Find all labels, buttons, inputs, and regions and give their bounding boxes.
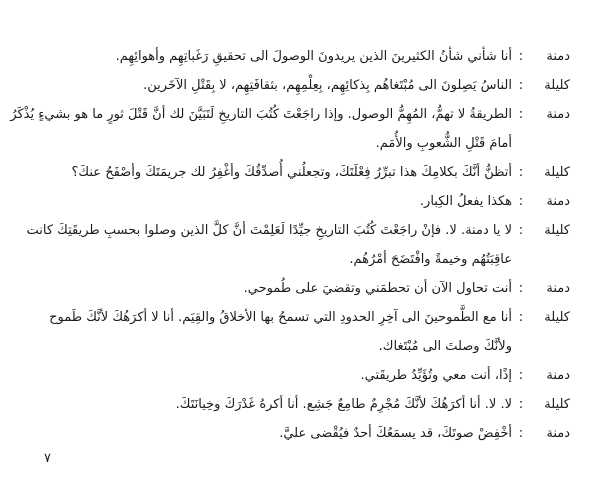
- speaker-colon: :: [518, 368, 524, 383]
- speaker-name: دمنة: [546, 49, 570, 64]
- dialogue-line: أنا مع الطَّموحينَ الى آخِرِ الحدودِ التي تسمحُ بها الأخلاقُ والقِيَم. أنا لا أكرَهُكَ لأنَّكَ طَموح: [49, 310, 512, 325]
- dialogue-text: [24, 274, 512, 303]
- speaker-name: دمنة: [546, 281, 570, 296]
- speaker-colon: :: [518, 426, 524, 441]
- dialogue-entry: [24, 274, 570, 303]
- speaker-name: دمنة: [546, 107, 570, 122]
- dialogue-line: لا يا دمنة. لا. فإنْ راجَعْتَ كُتُبَ التاريخِ جيِّدًا لَعَلِمْتَ أنَّ كلَّ الذين وصلوا بحسبِ طريقَتِكَ كانت: [26, 223, 512, 238]
- dialogue-entry: [24, 71, 570, 100]
- dialogue-text: [24, 419, 512, 448]
- speaker-name: دمنة: [546, 368, 570, 383]
- speaker-name: دمنة: [546, 426, 570, 441]
- dialogue-line: أنا شأني شأنُ الكثيرينَ الذين يريدونَ الوصولَ الى تحقيقِ رَغَباتِهِم وأهوائِهِم.: [115, 49, 512, 64]
- dialogue-text: [24, 71, 512, 100]
- dialogue-entry: [24, 361, 570, 390]
- speaker-name: كليلة: [544, 78, 570, 93]
- dialogue-entry: [24, 187, 570, 216]
- dialogue-line: أخْفِضْ صوتَكَ، قد يسمَعُكَ أحدٌ فيُقْضى عليَّ.: [279, 426, 512, 441]
- speaker-colon: :: [518, 310, 524, 325]
- dialogue-entry: [24, 216, 570, 274]
- speaker-name: دمنة: [546, 194, 570, 209]
- speaker-colon: :: [518, 107, 524, 122]
- dialogue-line: أنت تحاول الآن أن تحطمَني وتقضيَ على طُموحي.: [243, 281, 512, 296]
- dialogue-text: [24, 158, 512, 187]
- speaker-colon: :: [518, 78, 524, 93]
- dialogue-line: الطريقةُ لا تهمُّ، المُهِمُّ الوصول. وإذا راجَعْتَ كُتُبَ التاريخِ لَتَبَيَّنَ لك أنَّ قَتْلَ ثورٍ ما هو بشيءٍ يُذْكَرُ: [10, 107, 512, 122]
- dialogue-entry: [24, 303, 570, 361]
- dialogue-entry: [24, 390, 570, 419]
- page-number: ٧: [44, 451, 51, 466]
- dialogue-text: [24, 187, 512, 216]
- dialogue-text: [24, 303, 512, 361]
- dialogue-line: إذًا، أنت معي وتُؤَيِّدُ طريقَتي.: [360, 368, 512, 383]
- dialogue-entry: [24, 419, 570, 448]
- dialogue-text: [24, 216, 512, 274]
- dialogue-line: ولأنَّكَ وصلتَ الى مُبْتَغاك.: [378, 339, 512, 354]
- dialogue-entry: [24, 42, 570, 71]
- speaker-colon: :: [518, 194, 524, 209]
- dialogue-line: الناسُ يَصِلونَ الى مُبْتَغاهُم بِذكائِهِم، بِعِلْمِهِم، بثقافَتِهِم، لا بِقَتْلِ الآخَرين.: [143, 78, 512, 93]
- dialogue-line: لا. لا. أنا أكرَهُكَ لأنَّكَ مُجْرِمٌ طامِعٌ جَشِع. أنا أكرهُ غَدْرَكَ وخِيانَتَكَ.: [175, 397, 512, 412]
- dialogue-text: [10, 100, 512, 158]
- speaker-name: كليلة: [544, 310, 570, 325]
- speaker-name: كليلة: [544, 397, 570, 412]
- dialogue-line: عاقِبَتُهُم وخيمةً وافْتَضَحَ أمْرُهُم.: [349, 252, 512, 267]
- dialogue-text: [24, 361, 512, 390]
- speaker-name: كليلة: [544, 223, 570, 238]
- speaker-name: كليلة: [544, 165, 570, 180]
- speaker-colon: :: [518, 49, 524, 64]
- dialogue-entry: [24, 158, 570, 187]
- dialogue-entry: [10, 100, 570, 158]
- dialogue-text: [24, 390, 512, 419]
- dialogue-list: [10, 42, 570, 448]
- speaker-colon: :: [518, 281, 524, 296]
- speaker-colon: :: [518, 397, 524, 412]
- dialogue-text: [24, 42, 512, 71]
- dialogue-line: هكذا يفعلُ الكِبار.: [419, 194, 512, 209]
- dialogue-line: أمامَ قَتْلِ الشُّعوبِ والأُمَم.: [375, 136, 512, 151]
- speaker-colon: :: [518, 165, 524, 180]
- speaker-colon: :: [518, 223, 524, 238]
- dialogue-line: أتظنُّ أنَّكَ بكلامِكَ هذا تبرِّرُ فِعْلَتَكَ، وتجعلُني أُصدِّقُكَ وأغْفِرُ لك جريمَتَكَ وأصْفَحُ عنكَ؟: [71, 165, 512, 180]
